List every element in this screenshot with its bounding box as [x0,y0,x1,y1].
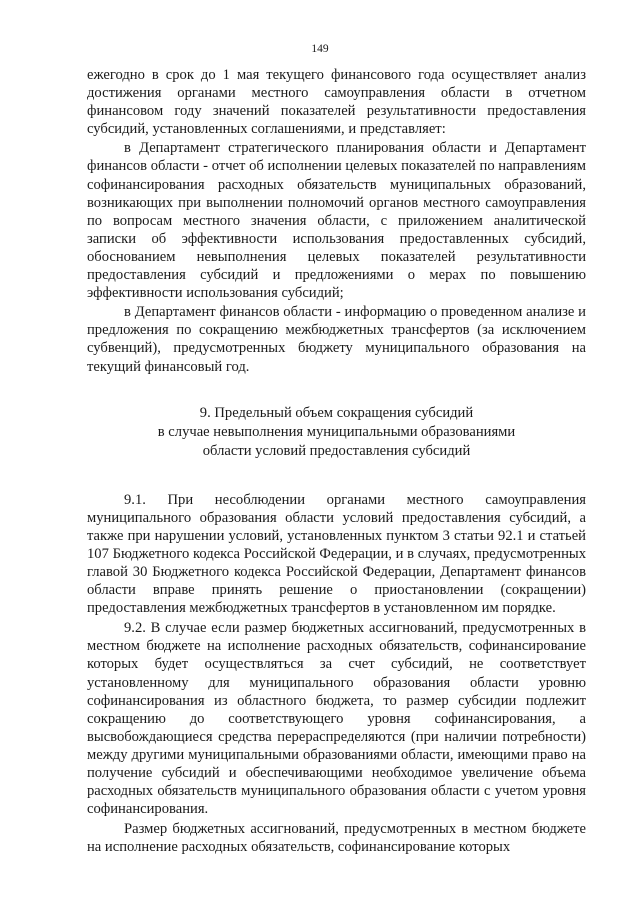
section-heading-line: 9. Предельный объем сокращения субсидий [199,404,474,421]
paragraph-finance-department-info: в Департамент финансов области - информацию о проведенном анализе и предложения по сокращению межбюджетных трансфертов (за исключением субвенций), предусмотренных бюджету муниципального образования на текущий финансовый год. [87,304,586,375]
paragraph-budget-allocation: Размер бюджетных ассигнований, предусмотренных в местном бюджете на исполнение расходных обязательств, софинансирование которых [87,821,586,856]
section-heading [87,404,586,461]
paragraph-annual-analysis: ежегодно в срок до 1 мая текущего финансового года осуществляет анализ достижения органами местного самоуправления области в отчетном финансовом году значений показателей результативности предоставления субсидий, установленных соглашениями, и представляет: [87,67,586,138]
section-heading-line: области условий предоставления субсидий [202,442,471,459]
paragraph-strategic-planning-report: в Департамент стратегического планирования области и Департамент финансов области - отчет об исполнении целевых показателей по направлениям софинансирования расходных обязательств муниципальных образований, возникающих при выполнении полномочий органов местного самоуправления по вопросам местного значения области, с приложением аналитической записки об эффективности использования предоставленных субсидий, обоснованием невыполнения целевых показателей результативности предоставления субсидий и предложениями о мерах по повышению эффективности использования субсидий; [87,140,586,302]
section-heading-line: в случае невыполнения муниципальными образованиями [157,423,516,440]
document-body [87,66,586,856]
paragraph-9-1: 9.1. При несоблюдении органами местного самоуправления муниципального образования области условий предоставления субсидий, а также при нарушении условий, установленных пунктом 3 статьи 92.1 и статьей 107 Бюджетного кодекса Российской Федерации, и в случаях, предусмотренных главой 30 Бюджетного кодекса Российской Федерации, Департамент финансов области вправе принять решение о приостановлении (сокращении) предоставления межбюджетных трансфертов в установленном им порядке. [87,491,586,617]
page-number: 149 [311,43,329,55]
paragraph-9-2: 9.2. В случае если размер бюджетных ассигнований, предусмотренных в местном бюджете на исполнение расходных обязательств, софинансирование которых будет осуществляться за счет субсидий, не соответствует установленному для муниципального образования области уровню софинансирования из областного бюджета, то размер субсидии подлежит сокращению до соответствующего уровня софинансирования, а высвобождающиеся средства перераспределяются (при наличии потребности) между другими муниципальными образованиями области, имеющими право на получение субсидий и обеспечивающими необходимое увеличение объема расходных обязательств муниципального образования области с учетом уровня софинансирования. [87,620,586,818]
